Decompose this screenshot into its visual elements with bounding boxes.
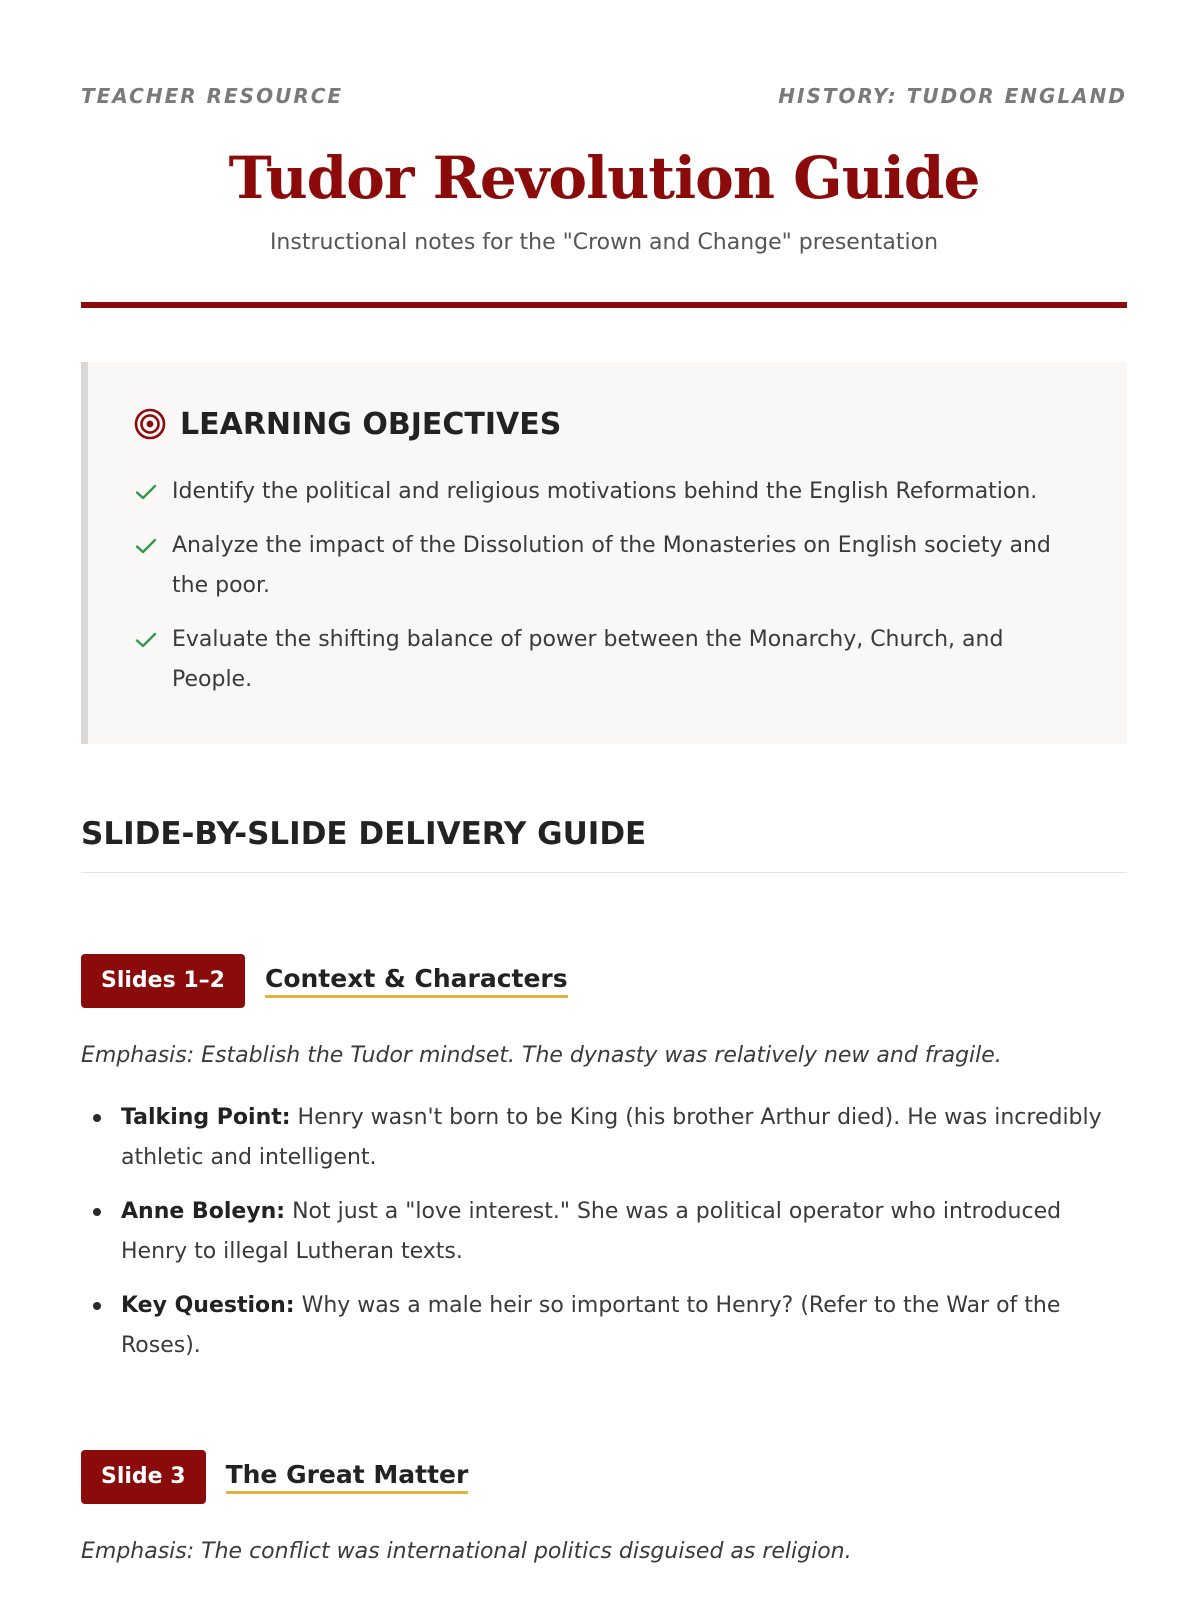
talking-points-list [81, 1098, 1127, 1366]
objectives-heading [134, 404, 561, 444]
check-icon [134, 628, 158, 652]
objectives-list [134, 472, 1084, 714]
slide-header [81, 1450, 1127, 1504]
check-icon [134, 480, 158, 504]
list-item [81, 1286, 1127, 1366]
list-item [81, 1098, 1127, 1178]
subject-label: HISTORY: TUDOR ENGLAND [778, 84, 1127, 108]
slide-emphasis: Emphasis: Establish the Tudor mindset. The dynasty was relatively new and fragile. [81, 1043, 1002, 1068]
slide-badge: Slide 3 [81, 1450, 206, 1504]
objective-item [134, 526, 1084, 606]
objectives-title: LEARNING OBJECTIVES [180, 406, 562, 442]
target-icon [134, 408, 166, 440]
bullet-icon [93, 1302, 101, 1310]
point-label: Key Question: [121, 1293, 295, 1318]
list-item [81, 1192, 1127, 1272]
delivery-guide-heading: SLIDE-BY-SLIDE DELIVERY GUIDE [81, 816, 647, 852]
bullet-icon [93, 1208, 101, 1216]
section-divider [81, 872, 1127, 873]
title-divider [81, 302, 1127, 308]
slide-header [81, 954, 1127, 1008]
page-subtitle: Instructional notes for the "Crown and Change" presentation [269, 230, 939, 255]
learning-objectives-box [81, 362, 1127, 744]
slide-emphasis: Emphasis: The conflict was international politics disguised as religion. [81, 1539, 852, 1564]
slide-title: The Great Matter [226, 1460, 469, 1494]
point-label: Talking Point: [121, 1105, 291, 1130]
objective-item [134, 472, 1084, 512]
objective-text: Identify the political and religious motivations behind the English Reformation. [172, 479, 1038, 504]
point-label: Anne Boleyn: [121, 1199, 286, 1224]
slide-section-1-2 [81, 954, 1127, 1380]
objective-item [134, 620, 1084, 700]
point-text: Henry wasn't born to be King (his brother Arthur died). He was incredibly athletic and intelligent. [121, 1105, 1102, 1170]
check-icon [134, 534, 158, 558]
objective-text: Evaluate the shifting balance of power between the Monarchy, Church, and People. [172, 627, 1004, 692]
objective-text: Analyze the impact of the Dissolution of the Monasteries on English society and the poor. [172, 533, 1051, 598]
header-bar [81, 84, 1127, 114]
point-text: Why was a male heir so important to Henry? (Refer to the War of the Roses). [121, 1293, 1061, 1358]
slide-title: Context & Characters [265, 964, 568, 998]
slide-section-3 [81, 1450, 1127, 1570]
bullet-icon [93, 1114, 101, 1122]
point-text: Not just a "love interest." She was a political operator who introduced Henry to illegal Lutheran texts. [121, 1199, 1062, 1264]
slide-badge: Slides 1–2 [81, 954, 245, 1008]
page-title: Tudor Revolution Guide [228, 144, 980, 212]
resource-label: TEACHER RESOURCE [81, 84, 344, 108]
